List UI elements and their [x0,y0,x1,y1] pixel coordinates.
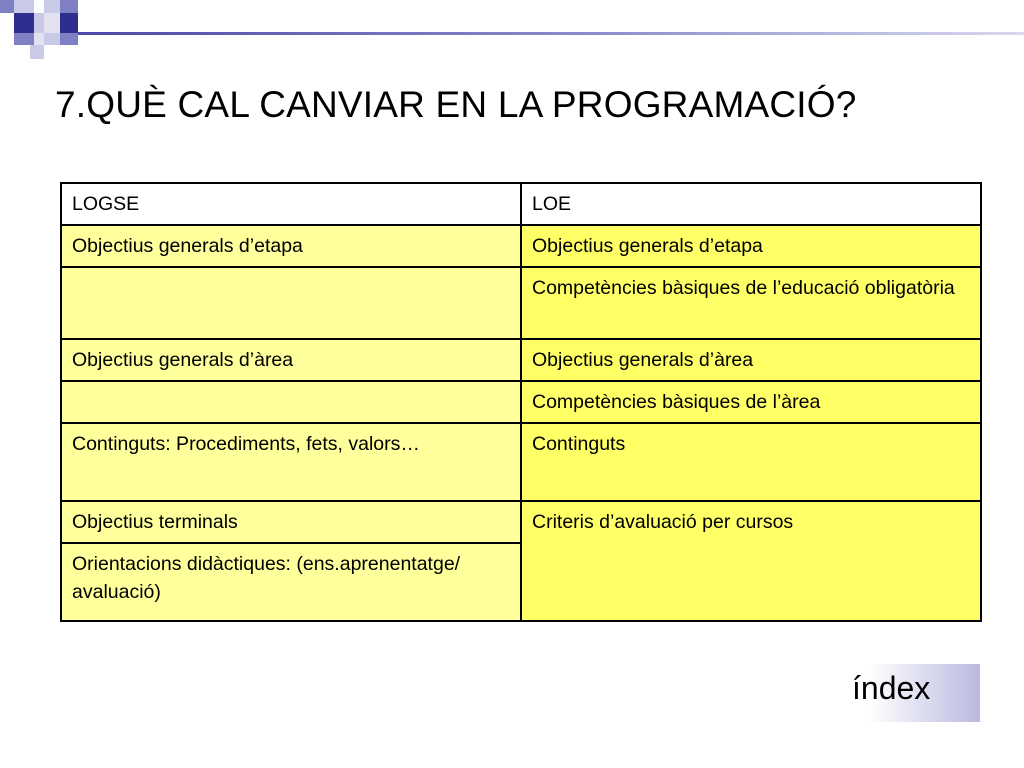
deco-square [0,0,14,13]
deco-square [30,45,44,59]
cell-logse: Orientacions didàctiques: (ens.aprenentatge/ avaluació) [61,543,521,621]
deco-square [60,0,78,13]
deco-square [60,33,78,45]
table-row [61,501,981,543]
cell-logse [61,381,521,423]
deco-square [44,0,60,13]
cell-logse: Objectius generals d’etapa [61,225,521,267]
cell-loe: Competències bàsiques de l’educació obligatòria [521,267,981,339]
header-rule [78,32,1024,35]
table-row [61,339,981,381]
deco-square [60,13,78,33]
deco-square [14,0,34,13]
deco-square [44,13,60,33]
header-loe: LOE [521,183,981,225]
slide-title: 7.QUÈ CAL CANVIAR EN LA PROGRAMACIÓ? [55,84,857,125]
deco-square [34,33,44,45]
table-row [61,381,981,423]
cell-logse [61,267,521,339]
comparison-table [60,182,982,622]
deco-square [34,13,44,33]
cell-loe: Objectius generals d’etapa [521,225,981,267]
cell-logse: Objectius terminals [61,501,521,543]
deco-square [14,13,34,33]
cell-loe: Criteris d’avaluació per cursos [521,501,981,621]
deco-square [14,33,34,45]
table-row [61,225,981,267]
index-button[interactable] [822,664,980,722]
table-row [61,267,981,339]
header-logse: LOGSE [61,183,521,225]
index-button-label: índex [852,670,931,706]
cell-loe: Continguts [521,423,981,501]
deco-square [44,33,60,45]
table-row [61,423,981,501]
cell-loe: Competències bàsiques de l’àrea [521,381,981,423]
table-header-row [61,183,981,225]
cell-loe: Objectius generals d’àrea [521,339,981,381]
cell-logse: Objectius generals d’àrea [61,339,521,381]
cell-logse: Continguts: Procediments, fets, valors… [61,423,521,501]
